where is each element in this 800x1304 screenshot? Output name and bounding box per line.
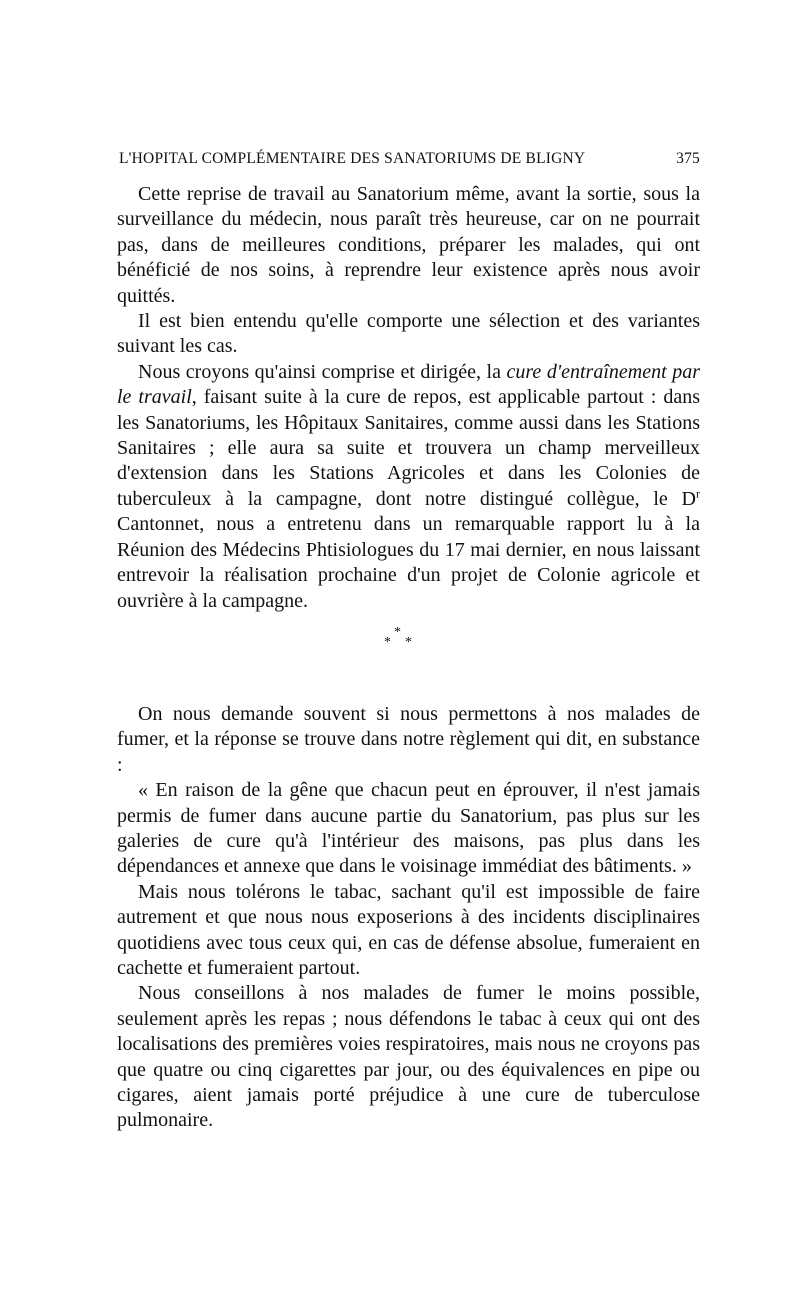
body-text (117, 182, 700, 1134)
doctor-abbrev-superscript: r (696, 486, 700, 501)
paragraph-5-quotation: « En raison de la gêne que chacun peut en éprouver, il n'est jamais permis de fumer dans aucune partie du Sanatorium, pas plus sur les galeries de cure qu'à l'intérieur des maisons, pas plus dans les dépendances et annexe que dans le voisinage immédiat des bâtiments. » (117, 779, 700, 878)
paragraph-6: Mais nous tolérons le tabac, sachant qu'il est impossible de faire autrement et que nous nous exposerions à des incidents disciplinaires quotidiens avec tous ceux qui, en cas de défense absolue, fumeraient en cachette et fumeraient partout. (117, 880, 700, 979)
paragraph-3-part-b: , faisant suite à la cure de repos, est applicable partout : dans les Sanatoriums, les Hôpitaux Sanitaires, comme aussi dans les Stations Sanitaires ; elle aura sa suite et trouvera un champ merveilleux d'extension dans les Stations Agricoles et dans les Colonies de tuberculeux à la campagne, dont notre distingué collègue, le D (117, 386, 700, 510)
running-head (119, 148, 700, 170)
book-page (117, 148, 700, 1134)
paragraph-3-italic-term: cure d'entraînement par le travail (117, 360, 700, 409)
paragraph-3-part-a: Nous croyons qu'ainsi comprise et dirigée, la (138, 360, 507, 383)
paragraph-3 (117, 360, 700, 614)
section-separator (117, 622, 700, 702)
paragraph-7: Nous conseillons à nos malades de fumer le moins possible, seulement après les repas ; nous défendons le tabac à ceux qui ont des localisations des premières voies respiratoires, mais nous ne croyons pas que quatre ou cinq cigarettes par jour, ou des équivalences en pipe ou cigares, aient jamais porté préjudice à une cure de tuberculose pulmonaire. (117, 982, 700, 1132)
running-title: L'HOPITAL COMPLÉMENTAIRE DES SANATORIUMS DE BLIGNY (119, 150, 586, 167)
asterism-star: * (384, 634, 391, 650)
asterism-star: * (394, 624, 401, 640)
section-2 (117, 702, 700, 1134)
paragraph-2: Il est bien entendu qu'elle comporte une sélection et des variantes suivant les cas. (117, 310, 700, 358)
page-number: 375 (676, 150, 700, 167)
paragraph-4: On nous demande souvent si nous permettons à nos malades de fumer, et la réponse se trouve dans notre règlement qui dit, en substance : (117, 702, 700, 776)
paragraph-3-part-c: Cantonnet, nous a entretenu dans un remarquable rapport lu à la Réunion des Médecins Phtisiologues du 17 mai dernier, en nous laissant entrevoir la réalisation prochaine d'un projet de Colonie agricole et ouvrière à la campagne. (117, 513, 700, 612)
asterism-star: * (405, 634, 412, 650)
paragraph-1: Cette reprise de travail au Sanatorium même, avant la sortie, sous la surveillance du médecin, nous paraît très heureuse, car on ne pourrait pas, dans de meilleures conditions, préparer les malades, qui ont bénéficié de nos soins, à reprendre leur existence après nous avoir quittés. (117, 183, 700, 307)
